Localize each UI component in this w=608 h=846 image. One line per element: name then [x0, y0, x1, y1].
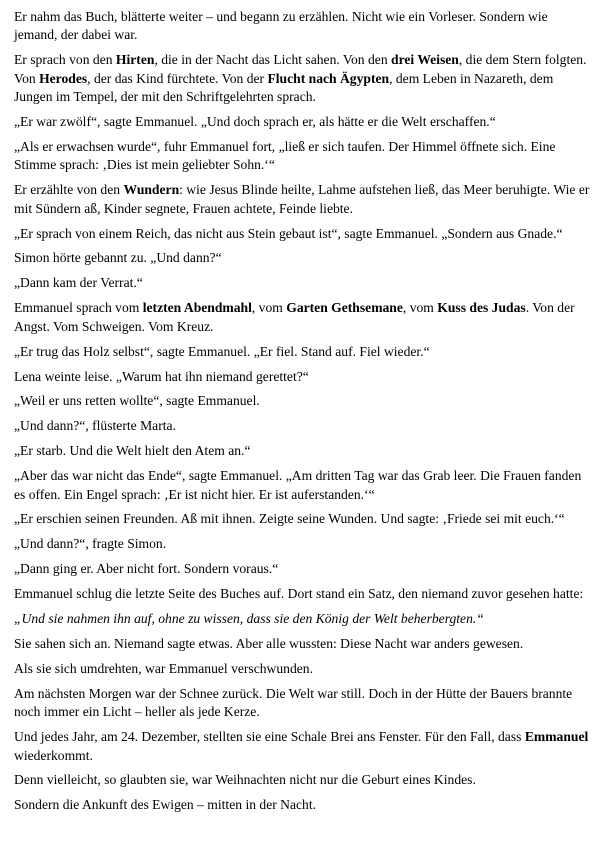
text-run: „Er war zwölf“, sagte Emmanuel. „Und doch sprach er, als hätte er die Welt erschaffen.“ — [14, 114, 496, 130]
text-run: „Weil er uns retten wollte“, sagte Emmanuel. — [14, 393, 260, 409]
text-run: , vom — [251, 300, 287, 316]
text-run: Emmanuel — [524, 729, 589, 745]
paragraph — [14, 467, 594, 504]
paragraph — [14, 417, 594, 435]
text-run: Er nahm das Buch, blätterte weiter – und begann zu erzählen. Nicht wie ein Vorleser. Sondern wie jemand, der dabei war. — [14, 9, 548, 43]
paragraph — [14, 249, 594, 267]
text-run: , vom — [402, 300, 438, 316]
paragraph — [14, 51, 594, 106]
paragraph — [14, 392, 594, 410]
text-run: „Dann ging er. Aber nicht fort. Sondern voraus.“ — [14, 561, 279, 577]
text-run: . Von der Angst. Vom Schweigen. Vom Kreuz. — [14, 300, 575, 334]
text-run: , der das Kind fürchtete. Von der — [87, 70, 268, 86]
paragraph — [14, 113, 594, 131]
text-run: Er erzählte von den — [14, 182, 124, 198]
text-run: Wundern — [123, 182, 180, 198]
text-run: „Er erschien seinen Freunden. Aß mit ihnen. Zeigte seine Wunden. Und sagte: ‚Friede sei mit euch.‘“ — [14, 511, 565, 527]
text-run: Er sprach von den — [14, 52, 116, 68]
paragraph — [14, 368, 594, 386]
paragraph — [14, 510, 594, 528]
text-run: „Er trug das Holz selbst“, sagte Emmanuel. „Er fiel. Stand auf. Fiel wieder.“ — [14, 343, 430, 359]
text-run: „Als er erwachsen wurde“, fuhr Emmanuel fort, „ließ er sich taufen. Der Himmel öffnete sich. Eine Stimme sprach: ‚Dies ist mein geliebter Sohn.‘“ — [14, 138, 556, 173]
story-text-body — [14, 8, 594, 815]
text-run: Flucht nach Ägypten — [267, 70, 390, 86]
text-run: Garten Gethsemane — [286, 300, 403, 316]
text-run: Emmanuel schlug die letzte Seite des Buches auf. Dort stand ein Satz, den niemand zuvor gesehen hatte: — [14, 586, 584, 602]
paragraph — [14, 442, 594, 460]
text-run: „Und dann?“, flüsterte Marta. — [14, 418, 176, 434]
text-run: wiederkommt. — [14, 747, 93, 763]
text-run: Hirten — [115, 52, 155, 68]
paragraph — [14, 535, 594, 553]
text-run: „Aber das war nicht das Ende“, sagte Emmanuel. „Am dritten Tag war das Grab leer. Die Frauen fanden es offen. Ein Engel sprach: ‚Er ist nicht hier. Er ist auferstanden.‘“ — [14, 468, 582, 502]
text-run: drei Weisen — [391, 52, 459, 68]
text-run: Simon hörte gebannt zu. „Und dann?“ — [14, 250, 222, 266]
text-run: „Und dann?“, fragte Simon. — [14, 536, 167, 552]
text-run: letzten Abendmahl — [142, 300, 252, 316]
paragraph — [14, 225, 594, 243]
text-run: Sondern die Ankunft des Ewigen – mitten in der Nacht. — [14, 797, 317, 813]
paragraph — [14, 8, 594, 45]
text-run: Sie sahen sich an. Niemand sagte etwas. Aber alle wussten: Diese Nacht war anders gewesen. — [14, 635, 524, 651]
paragraph — [14, 660, 594, 678]
text-run: „Dann kam der Verrat.“ — [14, 275, 143, 291]
text-run: Als sie sich umdrehten, war Emmanuel verschwunden. — [14, 660, 313, 676]
paragraph — [14, 181, 594, 218]
paragraph — [14, 771, 594, 789]
text-run: : wie Jesus Blinde heilte, Lahme aufstehen ließ, das Meer beruhigte. Wie er mit Sündern aß, Kinder segnete, Frauen achtete, Feinde liebte. — [14, 182, 590, 216]
paragraph — [14, 299, 594, 336]
paragraph — [14, 560, 594, 578]
paragraph — [14, 685, 594, 722]
text-run: Kuss des Judas — [437, 300, 526, 316]
text-run: Am nächsten Morgen war der Schnee zurück. Die Welt war still. Doch in der Hütte der Bauers brannte noch immer ein Licht – heller als jede Kerze. — [14, 685, 573, 720]
text-run: „Er sprach von einem Reich, das nicht aus Stein gebaut ist“, sagte Emmanuel. „Sondern aus Gnade.“ — [14, 225, 563, 241]
paragraph — [14, 635, 594, 653]
paragraph — [14, 796, 594, 814]
text-run: , die in der Nacht das Licht sahen. Von den — [154, 52, 392, 68]
text-run: , die dem Stern folgten. Von — [14, 52, 587, 86]
text-run: „Und sie nahmen ihn auf, ohne zu wissen, dass sie den König der Welt beherbergten.“ — [14, 611, 484, 627]
text-run: Denn vielleicht, so glaubten sie, war Weihnachten nicht nur die Geburt eines Kindes. — [14, 772, 476, 788]
text-run: Lena weinte leise. „Warum hat ihn niemand gerettet?“ — [14, 368, 309, 384]
paragraph — [14, 343, 594, 361]
text-run: Emmanuel sprach vom — [14, 300, 143, 316]
paragraph — [14, 585, 594, 603]
paragraph — [14, 138, 594, 175]
text-run: , dem Leben in Nazareth, dem Jungen im Tempel, der mit den Schriftgelehrten sprach. — [14, 70, 554, 105]
text-run: „Er starb. Und die Welt hielt den Atem an.“ — [14, 443, 251, 459]
text-run: Herodes — [39, 70, 88, 86]
paragraph — [14, 610, 594, 628]
text-run: Und jedes Jahr, am 24. Dezember, stellten sie eine Schale Brei ans Fenster. Für den Fall, dass — [14, 729, 525, 745]
paragraph — [14, 274, 594, 292]
paragraph — [14, 728, 594, 765]
